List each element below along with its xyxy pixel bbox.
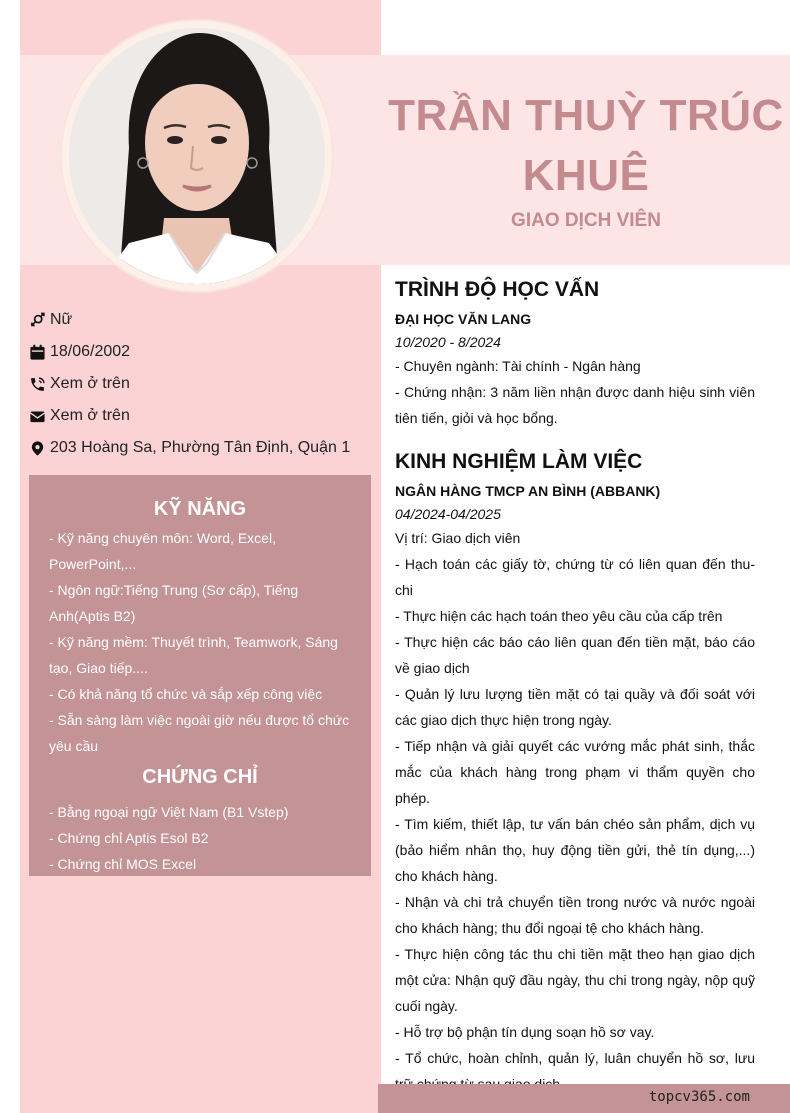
skills-certificates-box xyxy=(29,475,371,876)
skills-line: Anh(Aptis B2) xyxy=(49,608,136,624)
avatar xyxy=(69,28,325,284)
experience-line: - Quản lý lưu lượng tiền mặt có tại quầy và đối soát với các giao dịch thực hiện trong ngày. xyxy=(395,686,755,728)
envelope-icon xyxy=(28,407,46,425)
experience-line: - Thực hiện các hạch toán theo yêu cầu của cấp trên xyxy=(395,608,723,624)
skills-line: PowerPoint,... xyxy=(49,556,137,572)
skills-line: - Ngôn ngữ:Tiếng Trung (Sơ cấp), Tiếng xyxy=(49,582,299,598)
birthday-value: 18/06/2002 xyxy=(50,343,131,360)
skills-line: - Kỹ năng mềm: Thuyết trình, Teamwork, Sáng xyxy=(49,634,338,650)
phone-value: Xem ở trên xyxy=(50,375,130,392)
experience-line: - Nhận và chi trả chuyển tiền trong nước và nước ngoài cho khách hàng; thu đổi ngoại tệ cho khách hàng. xyxy=(395,894,755,936)
experience-company: NGÂN HÀNG TMCP AN BÌNH (ABBANK) xyxy=(395,483,661,499)
skills-line: yêu cầu xyxy=(49,738,99,754)
contact-info xyxy=(28,304,373,464)
certificate-line: - Chứng chỉ Aptis Esol B2 xyxy=(49,830,209,846)
contact-gender xyxy=(28,304,373,336)
education-title: TRÌNH ĐỘ HỌC VẤN xyxy=(395,278,600,301)
education-line: - Chuyên ngành: Tài chính - Ngân hàng xyxy=(395,358,641,374)
certificates-title: CHỨNG CHỈ xyxy=(142,766,258,788)
footer-bar xyxy=(378,1084,790,1113)
skills-line: - Sẵn sàng làm việc ngoài giờ nếu được tổ chức xyxy=(49,712,350,728)
certificates-list xyxy=(29,799,371,877)
location-pin-icon xyxy=(28,439,46,457)
certificate-line: - Bằng ngoại ngữ Việt Nam (B1 Vstep) xyxy=(49,804,289,820)
address-value: 203 Hoàng Sa, Phường Tân Định, Quận 1 xyxy=(50,439,351,456)
gender-value: Nữ xyxy=(50,311,73,328)
job-title: GIAO DỊCH VIÊN xyxy=(511,210,661,231)
experience-line: - Thực hiện các báo cáo liên quan đến tiền mặt, báo cáo về giao dịch xyxy=(395,634,755,676)
candidate-name: TRẦN THUỲ TRÚC KHUÊ xyxy=(388,91,784,200)
experience-line: - Tìm kiếm, thiết lập, tư vấn bán chéo sản phẩm, dịch vụ (bảo hiểm nhân thọ, huy động tiền gửi, thẻ tín dụng,...) cho khách hàng. xyxy=(395,816,755,884)
experience-line: - Thực hiện công tác thu chi tiền mặt theo hạn giao dịch một cửa: Nhận quỹ đầu ngày, thu chi trong ngày, nộp quỹ cuối ngày. xyxy=(395,946,755,1014)
contact-phone xyxy=(28,368,373,400)
experience-line: - Tiếp nhận và giải quyết các vướng mắc phát sinh, thắc mắc của khách hàng trong phạm vi thẩm quyền cho phép. xyxy=(395,738,755,806)
portrait-illustration xyxy=(69,28,325,284)
experience-line: Vị trí: Giao dịch viên xyxy=(395,530,521,546)
gender-icon xyxy=(28,311,46,329)
skills-line: - Có khả năng tổ chức và sắp xếp công việc xyxy=(49,686,323,702)
main-content xyxy=(395,275,755,1097)
skills-line: tạo, Giao tiếp.... xyxy=(49,660,148,676)
contact-address xyxy=(28,432,373,464)
contact-email xyxy=(28,400,373,432)
footer-site-link[interactable]: topcv365.com xyxy=(648,1089,750,1105)
education-school: ĐẠI HỌC VĂN LANG xyxy=(395,311,532,327)
education-period: 10/2020 - 8/2024 xyxy=(395,334,501,350)
experience-title: KINH NGHIỆM LÀM VIỆC xyxy=(395,450,643,473)
certificate-line: - Chứng chỉ MOS Excel xyxy=(49,856,197,872)
experience-period: 04/2024-04/2025 xyxy=(395,506,501,522)
experience-line: - Hạch toán các giấy tờ, chứng từ có liên quan đến thu-chi xyxy=(395,556,755,598)
skills-title: KỸ NĂNG xyxy=(153,498,247,520)
education-line: - Chứng nhận: 3 năm liền nhận được danh hiệu sinh viên tiên tiến, giỏi và học bổng. xyxy=(395,384,755,426)
email-value: Xem ở trên xyxy=(50,407,130,424)
contact-birthday xyxy=(28,336,373,368)
calendar-icon xyxy=(28,343,46,361)
experience-line: - Hỗ trợ bộ phận tín dụng soạn hồ sơ vay. xyxy=(395,1024,655,1040)
skills-list xyxy=(29,525,371,759)
experience-line: - Tổ chức, hoàn chỉnh, quản lý, luân chuyển hồ sơ, lưu xyxy=(395,1050,755,1066)
skills-line: - Kỹ năng chuyên môn: Word, Excel, xyxy=(49,530,276,546)
phone-icon xyxy=(28,375,46,393)
